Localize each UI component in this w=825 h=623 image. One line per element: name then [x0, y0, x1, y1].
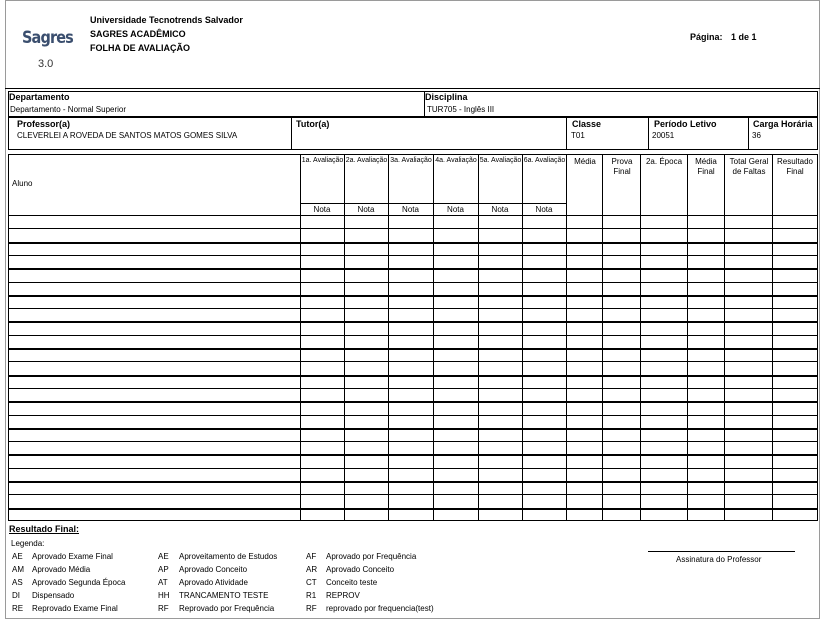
avaliacao-header: 5a. Avaliação: [479, 157, 522, 164]
legend-text: Aprovado Conceito: [179, 565, 248, 574]
media-final-header: Média Final: [695, 157, 717, 176]
resultado-final-label: Resultado Final:: [9, 524, 80, 534]
table-row: [8, 454, 818, 456]
column-divider: [344, 154, 345, 521]
professor-label: Professor(a): [17, 119, 71, 129]
column-divider: [388, 154, 389, 521]
carga-label: Carga Horária: [753, 119, 813, 129]
professor-value: CLEVERLEI A ROVEDA DE SANTOS MATOS GOMES SILVA: [17, 131, 238, 140]
nota-header: Nota: [535, 205, 553, 214]
table-row: [8, 228, 818, 229]
resultado-final-header: Resultado Final: [776, 157, 814, 176]
divider: [648, 117, 649, 150]
column-divider: [300, 154, 301, 521]
legend-code: RE: [12, 604, 24, 613]
form-title: FOLHA DE AVALIAÇÃO: [90, 43, 190, 53]
header-bottom-line: [8, 215, 818, 216]
aluno-header: Aluno: [12, 179, 33, 188]
nota-divider: [300, 203, 566, 204]
legend-text: Aprovado Atividade: [179, 578, 248, 587]
legend-code: AM: [12, 565, 24, 574]
signature-label: Assinatura do Professor: [676, 555, 762, 564]
column-divider: [724, 154, 725, 521]
table-row: [8, 508, 818, 510]
legend-code: AS: [12, 578, 23, 587]
page-number: 1 de 1: [731, 32, 757, 42]
table-row: [8, 481, 818, 483]
legend-text: Conceito teste: [326, 578, 378, 587]
nota-header: Nota: [313, 205, 331, 214]
prova-final-header: Prova Final: [611, 157, 633, 176]
signature-line: [648, 551, 795, 552]
legend-text: TRANCAMENTO TESTE: [179, 591, 269, 600]
header-divider: [5, 88, 820, 89]
legend-code: AP: [158, 565, 169, 574]
table-row: [8, 401, 818, 403]
legend-code: R1: [306, 591, 317, 600]
legend-text: Reprovado por Frequência: [179, 604, 275, 613]
table-row: [8, 282, 818, 283]
table-row: [8, 441, 818, 442]
column-divider: [602, 154, 603, 521]
column-divider: [522, 154, 523, 521]
column-divider: [478, 154, 479, 521]
table-row: [8, 494, 818, 495]
table-row: [8, 361, 818, 362]
table-row: [8, 335, 818, 336]
column-divider: [566, 154, 567, 521]
departamento-value: Departamento - Normal Superior: [10, 105, 127, 114]
nota-header: Nota: [447, 205, 464, 214]
legend-text: Dispensado: [32, 591, 75, 600]
divider: [566, 117, 567, 150]
legend-text: Aproveitamento de Estudos: [179, 552, 278, 561]
legend-text: Aprovado Conceito: [326, 565, 395, 574]
avaliacao-header: 1a. Avaliação: [301, 157, 344, 164]
legend-code: HH: [158, 591, 170, 600]
segunda-epoca-header: 2a. Época: [645, 157, 683, 166]
table-row: [8, 268, 818, 270]
nota-header: Nota: [402, 205, 419, 214]
table-row: [8, 468, 818, 469]
media-header: Média: [574, 157, 596, 166]
legend-code: AE: [12, 552, 23, 561]
legend-text: Aprovado Exame Final: [32, 552, 113, 561]
table-row: [8, 388, 818, 389]
legend-code: CT: [306, 578, 317, 587]
nota-header: Nota: [357, 205, 375, 214]
legend-text: Aprovado Média: [32, 565, 91, 574]
column-divider: [687, 154, 688, 521]
classe-label: Classe: [572, 119, 602, 129]
divider: [748, 117, 749, 150]
table-row: [8, 255, 818, 256]
table-row: [8, 415, 818, 416]
page-label: Página:: [690, 32, 723, 42]
legend-code: AT: [158, 578, 168, 587]
table-row: [8, 348, 818, 350]
legend-code: AF: [306, 552, 317, 561]
table-row: [8, 295, 818, 297]
nota-header: Nota: [491, 205, 509, 214]
table-row: [8, 242, 818, 244]
legend-text: reprovado por frequencia(test): [326, 604, 434, 613]
legend-text: Aprovado por Frequência: [326, 552, 417, 561]
disciplina-label: Disciplina: [425, 92, 468, 102]
legend-code: AR: [306, 565, 318, 574]
table-row: [8, 428, 818, 430]
tutor-label: Tutor(a): [296, 119, 330, 129]
sagres-logo: [20, 26, 76, 74]
total-faltas-header: Total Geral de Faltas: [729, 157, 769, 176]
column-divider: [772, 154, 773, 521]
avaliacao-header: 4a. Avaliação: [435, 157, 477, 164]
legend-text: Reprovado Exame Final: [32, 604, 118, 613]
system-name: SAGRES ACADÊMICO: [90, 29, 186, 39]
table-row: [8, 375, 818, 377]
university-name: Universidade Tecnotrends Salvador: [90, 15, 243, 25]
departamento-label: Departamento: [9, 92, 70, 102]
table-row: [8, 308, 818, 309]
legend-code: DI: [12, 591, 20, 600]
carga-value: 36: [752, 131, 761, 140]
logo-text: Sagres: [22, 28, 73, 48]
divider: [291, 117, 292, 150]
classe-value: T01: [571, 131, 585, 140]
column-divider: [640, 154, 641, 521]
periodo-value: 20051: [652, 131, 675, 140]
disciplina-value: TUR705 - Inglês III: [427, 105, 495, 114]
avaliacao-header: 2a. Avaliação: [345, 157, 388, 164]
legend-code: RF: [158, 604, 169, 613]
legend-text: REPROV: [326, 591, 360, 600]
legend-text: Aprovado Segunda Época: [32, 578, 126, 587]
legend-code: RF: [306, 604, 317, 613]
legenda-label: Legenda:: [11, 539, 45, 548]
avaliacao-header: 6a. Avaliação: [523, 157, 566, 164]
avaliacao-header: 3a. Avaliação: [390, 157, 432, 164]
legend-code: AE: [158, 552, 169, 561]
table-row: [8, 321, 818, 323]
column-divider: [433, 154, 434, 521]
logo-version: 3.0: [38, 58, 54, 70]
periodo-label: Período Letivo: [654, 119, 717, 129]
